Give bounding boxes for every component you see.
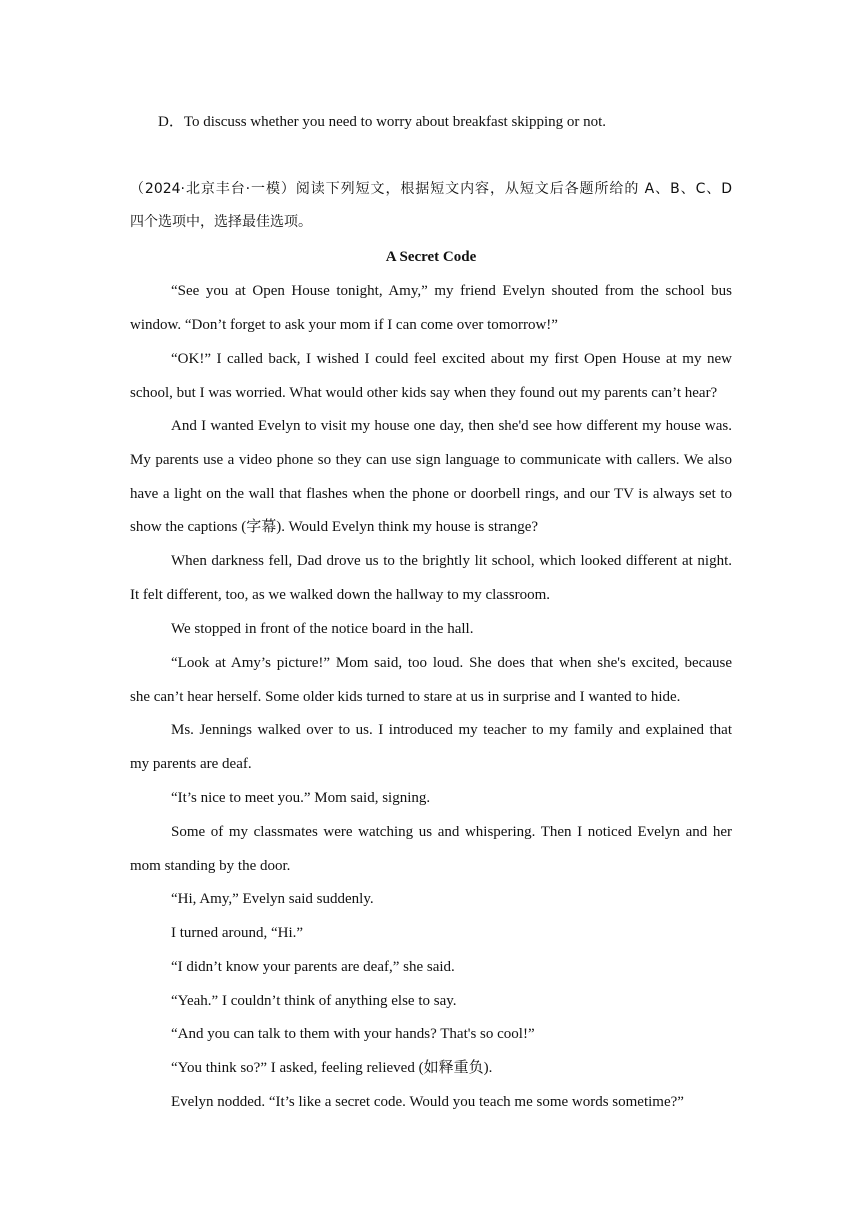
article-line: school, but I was worried. What would other kids say when they found out my parents can’t hear? <box>130 385 718 401</box>
instructions-line-1: （2024·北京丰台·一模）阅读下列短文，根据短文内容，从短文后各题所给的 A、B、C、D <box>130 181 732 197</box>
article-line: mom standing by the door. <box>130 858 291 874</box>
article-line: “Yeah.” I couldn’t think of anything else to say. <box>171 993 457 1009</box>
article-line: “OK!” I called back, I wished I could feel excited about my first Open House at my new <box>171 351 732 367</box>
article-line: When darkness fell, Dad drove us to the brightly lit school, which looked different at night. <box>171 553 732 569</box>
article-line: “It’s nice to meet you.” Mom said, signing. <box>171 790 431 806</box>
article-line: show the captions (字幕). Would Evelyn think my house is strange? <box>130 519 539 535</box>
article-line: My parents use a video phone so they can use sign language to communicate with callers. We also <box>130 452 732 468</box>
article-line: window. “Don’t forget to ask your mom if I can come over tomorrow!” <box>130 317 558 333</box>
instructions-line-2: 四个选项中，选择最佳选项。 <box>130 214 312 230</box>
article-line: We stopped in front of the notice board in the hall. <box>171 621 474 637</box>
article-line: Some of my classmates were watching us and whispering. Then I noticed Evelyn and her <box>171 824 732 840</box>
article-title: A Secret Code <box>385 249 477 265</box>
article-line: And I wanted Evelyn to visit my house one day, then she'd see how different my house was. <box>171 418 732 434</box>
article-line: have a light on the wall that flashes when the phone or doorbell rings, and our TV is always set to <box>130 486 732 502</box>
article-line: “Hi, Amy,” Evelyn said suddenly. <box>171 891 374 907</box>
option-d: D．To discuss whether you need to worry about breakfast skipping or not. <box>158 114 607 130</box>
article-line: “See you at Open House tonight, Amy,” my friend Evelyn shouted from the school bus <box>171 283 732 299</box>
article-line: “Look at Amy’s picture!” Mom said, too loud. She does that when she's excited, because <box>171 655 732 671</box>
article-line: my parents are deaf. <box>130 756 252 772</box>
article-line: she can’t hear herself. Some older kids turned to stare at us in surprise and I wanted to hide. <box>130 689 681 705</box>
article-line: Ms. Jennings walked over to us. I introduced my teacher to my family and explained that <box>171 722 732 738</box>
article-line: It felt different, too, as we walked down the hallway to my classroom. <box>130 587 551 603</box>
article-line: “You think so?” I asked, feeling relieved (如释重负). <box>171 1060 493 1076</box>
article-line: “I didn’t know your parents are deaf,” she said. <box>171 959 455 975</box>
article-line: “And you can talk to them with your hands? That's so cool!” <box>171 1026 535 1042</box>
article-line: Evelyn nodded. “It’s like a secret code. Would you teach me some words sometime?” <box>171 1094 684 1110</box>
article-line: I turned around, “Hi.” <box>171 925 304 941</box>
